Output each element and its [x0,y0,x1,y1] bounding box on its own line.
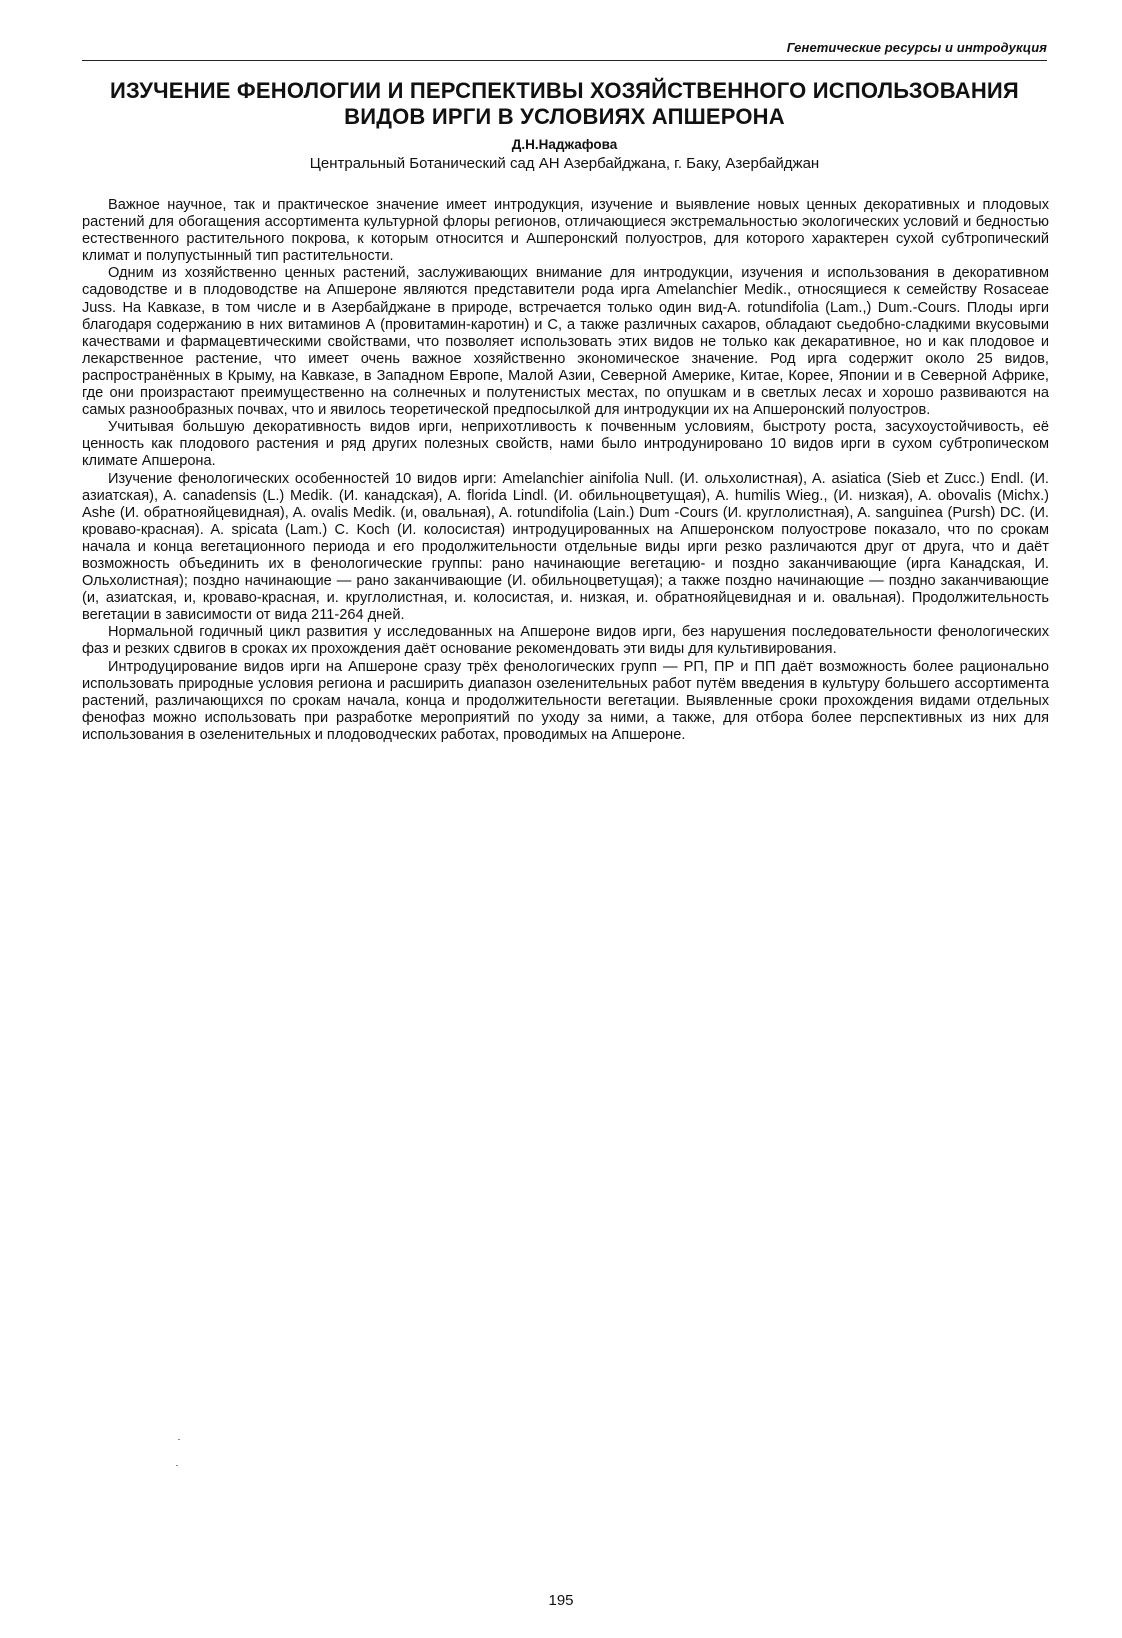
body-paragraph-2: Одним из хозяйственно ценных растений, заслуживающих внимание для интродукции, изучения и использования в декоративном садоводстве и в плодоводстве на Апшероне являются представители рода ирга Amelanchier Medik., относящиеся к семейству Rosaceae Juss. На Кавказе, в том числе и в Азербайджане в природе, встречается только один вид-A. rotundifolia (Lam.,) Dum.-Cours. Плоды ирги благодаря содержанию в них витаминов А (провитамин-каротин) и С, а также различных сахаров, обладают сьедобно-сладкими вкусовыми качествами и фармацевтическими свойствами, что позволяет использовать этих видов не только как декаративное, но и как плодовое и лекарственное растение, что имеет очень важное хозяйственно экономическое значение. Род ирга содержит около 25 видов, распространённых в Крыму, на Кавказе, в Западном Европе, Малой Азии, Северной Америке, Китае, Корее, Японии и в Северной Африке, где они произрастают преимущественно на солнечных и полутенистых местах, по опушкам и в светлых лесах и хорошо развиваются на самых разнообразных почвах, что и явилось теоретической предпосылкой для интродукции их на Апшеронский полуостров. [82,265,1049,419]
article-author: Д.Н.Наджафова [511,137,618,152]
scan-speck [178,1439,180,1440]
body-paragraph-5: Нормальной годичный цикл развития у исследованных на Апшероне видов ирги, без нарушения последовательности фенологических фаз и резких сдвигов в сроках их прохождения даёт основание рекомендовать эти виды для культивирования. [82,624,1049,658]
page-number: 195 [548,1592,574,1609]
scan-speck [176,1465,178,1466]
body-paragraph-1: Важное научное, так и практическое значение имеет интродукция, изучение и выявление новых ценных декоративных и плодовых растений для обогащения ассортимента культурной флоры регионов, отличающиеся экстремальностью экологических условий и бедностью естественного растительного покрова, к которым относится и Ашперонский полуостров, для которого характерен сухой субтропический климат и полупустынный тип растительности. [82,197,1049,265]
body-paragraph-4: Изучение фенологических особенностей 10 видов ирги: Amelanchier ainifolia Null. (И. ольхолистная), A. asiatica (Sieb et Zucc.) Endl. (И. азиатская), A. canadensis (L.) Medik. (И. канадская), A. florida Lindl. (И. обильноцветущая), A. humilis Wieg., (И. низкая), A. obovalis (Michx.) Ashe (И. обратнояйцевидная), A. ovalis Medik. (и, овальная), A. rotundifolia (Lain.) Dum -Cours (И. круглолистная), A. sanguinea (Pursh) DC. (И. кроваво-красная). A. spicata (Lam.) C. Koch (И. колосистая) интродуцированных на Апшеронском полуострове показало, что по срокам начала и конца вегетационного периода и его продолжительности отдельные виды ирги резко различаются друг от друга, что и даёт возможность объединить их в фенологические группы: рано начинающие вегетацию- и поздно заканчивающие (ирга Канадская, И. Ольхолистная); поздно начинающие — рано заканчивающие (И. обильноцветущая); а также поздно начинающие — поздно заканчивающие (и, азиатская, и, кроваво-красная, и. круглолистная, и. колосистая, и. низкая, и. обратнояйцевидная и и. овальная). Продолжительность вегетации в зависимости от вида 211-264 дней. [82,470,1049,624]
title-block [82,78,1047,173]
body-paragraph-3: Учитывая большую декоративность видов ирги, неприхотливость к почвенным условиям, быстроту роста, засухоустойчивость, её ценность как плодового растения и ряд других полезных свойств, нами было интродунировано 10 видов ирги в сухом субтропическом климате Апшерона. [82,419,1049,470]
running-head: Генетические ресурсы и интродукция [786,40,1047,55]
article-body [82,197,1049,744]
article-title: ИЗУЧЕНИЕ ФЕНОЛОГИИ И ПЕРСПЕКТИВЫ ХОЗЯЙСТВЕННОГО ИСПОЛЬЗОВАНИЯ ВИДОВ ИРГИ В УСЛОВИЯХ АПШЕРОНА [110,78,1019,129]
header-rule [82,60,1047,61]
body-paragraph-6: Интродуцирование видов ирги на Апшероне сразу трёх фенологических групп — РП, ПР и ПП даёт возможность более рационально использовать природные условия региона и расширить диапазон озеленительных работ путём введения в культуру большего ассортимента растений, различающихся по срокам начала, конца и продолжительности вегетации. Выявленные сроки прохождения видами отдельных фенофаз можно использовать при разработке мероприятий по уходу за ними, а также, для отбора более перспективных из них для использования в озеленительных и плодоводческих работах, проводимых на Апшероне. [82,658,1049,743]
author-affiliation: Центральный Ботанический сад АН Азербайджана, г. Баку, Азербайджан [309,155,820,172]
